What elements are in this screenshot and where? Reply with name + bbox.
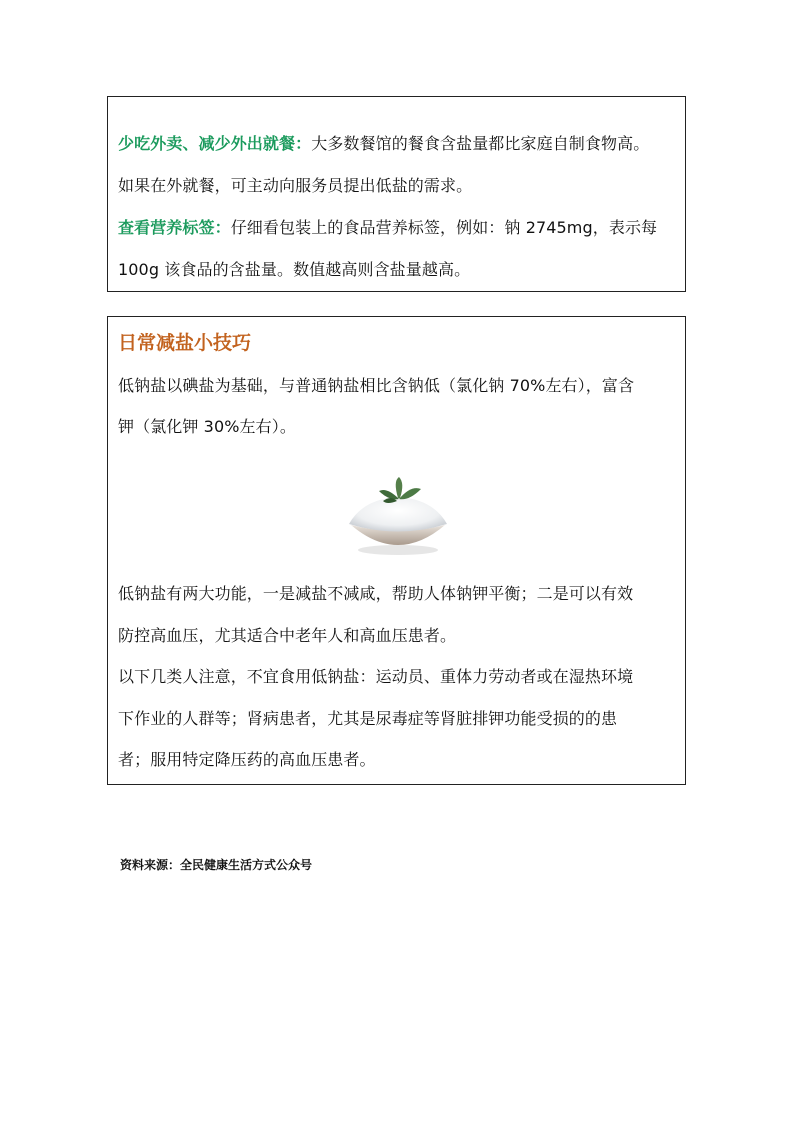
tip-eat-out-text: 大多数餐馆的餐食含盐量都比家庭自制食物高。 bbox=[311, 134, 650, 153]
para1-line2: 钾（氯化钾 30%左右）。 bbox=[118, 417, 296, 436]
tips-box bbox=[107, 96, 686, 292]
salt-bowl-with-leaves-icon bbox=[343, 477, 453, 557]
para3-line1: 以下几类人注意，不宜食用低钠盐：运动员、重体力劳动者或在湿热环境 bbox=[118, 667, 634, 686]
para1-line1: 低钠盐以碘盐为基础，与普通钠盐相比含钠低（氯化钠 70%左右），富含 bbox=[118, 376, 635, 395]
para3-line2: 下作业的人群等；肾病患者，尤其是尿毒症等肾脏排钾功能受损的的患 bbox=[118, 709, 618, 728]
tip-label-line1 bbox=[118, 218, 657, 238]
daily-salt-tips-box bbox=[107, 316, 686, 785]
source-note: 资料来源：全民健康生活方式公众号 bbox=[120, 858, 313, 872]
tip-eat-out-label: 少吃外卖、减少外出就餐： bbox=[118, 134, 312, 153]
para2-line2: 防控高血压，尤其适合中老年人和高血压患者。 bbox=[118, 626, 457, 645]
tip-eat-out-line2: 如果在外就餐，可主动向服务员提出低盐的需求。 bbox=[118, 176, 473, 195]
para2-line1: 低钠盐有两大功能，一是减盐不减咸，帮助人体钠钾平衡；二是可以有效 bbox=[118, 584, 634, 603]
tip-nutrition-text: 仔细看包装上的食品营养标签，例如：钠 2745mg，表示每 bbox=[230, 218, 658, 237]
section-heading: 日常减盐小技巧 bbox=[118, 332, 252, 354]
tip-label-line2: 100g 该食品的含盐量。数值越高则含盐量越高。 bbox=[118, 260, 471, 279]
tip-nutrition-label: 查看营养标签： bbox=[118, 218, 231, 237]
para3-line3: 者；服用特定降压药的高血压患者。 bbox=[118, 750, 376, 769]
tip-eat-out-line1 bbox=[118, 134, 649, 154]
